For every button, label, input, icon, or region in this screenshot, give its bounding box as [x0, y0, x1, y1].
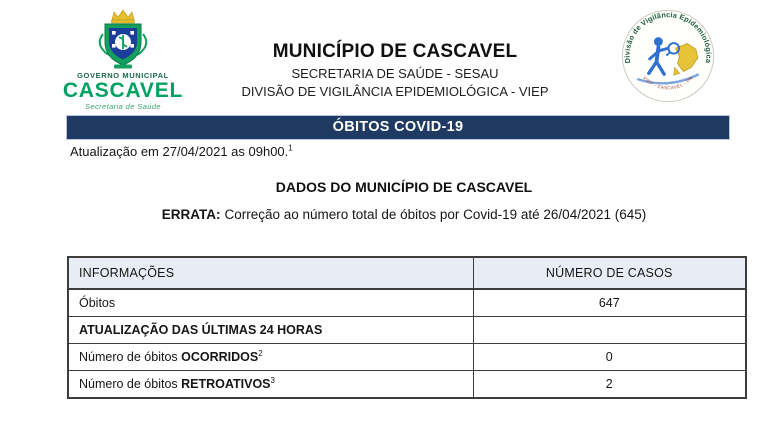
letterhead-line2: DIVISÃO DE VIGILÂNCIA EPIDEMIOLÓGICA - VIEP: [241, 84, 549, 99]
row-label: Óbitos: [68, 289, 473, 317]
table-header-row: [68, 257, 746, 289]
table-row-obitos: [68, 289, 746, 317]
update-timestamp: [70, 144, 293, 159]
shield-icon: [105, 24, 141, 65]
row-label: Número de óbitos RETROATIVOS$^3$: [68, 371, 473, 399]
viep-logo: [620, 8, 716, 104]
ribbon-icon: [114, 65, 132, 69]
letterhead-line1: SECRETARIA DE SAÚDE - SESAU: [291, 66, 499, 81]
logo-government-label: GOVERNO MUNICIPAL: [77, 71, 169, 80]
viep-arc-text: Divisão de Vigilância Epidemiológica: [622, 10, 714, 64]
row-value: 2: [473, 371, 746, 399]
obitos-covid-banner: ÓBITOS COVID-19: [66, 115, 730, 140]
row-label: ATUALIZAÇÃO DAS ÚLTIMAS 24 HORAS: [68, 317, 473, 344]
errata-line: [36, 207, 768, 222]
crown-icon: [112, 10, 135, 23]
update-text: Atualização em 27/04/2021 as 09h00.: [70, 144, 289, 159]
table-row-atualizacao-24h: [68, 317, 746, 344]
column-header-informacoes: INFORMAÇÕES: [68, 257, 473, 289]
cases-table: [67, 256, 747, 399]
table-row-ocorridos: [68, 344, 746, 371]
letterhead-title: MUNICÍPIO DE CASCAVEL: [272, 41, 518, 62]
row-value: [473, 317, 746, 344]
row-label: Número de óbitos OCORRIDOS$^2$: [68, 344, 473, 371]
table-row-retroativos: [68, 371, 746, 399]
section-title: DADOS DO MUNICÍPIO DE CASCAVEL: [275, 179, 533, 195]
row-value: 647: [473, 289, 746, 317]
letterhead: [160, 41, 630, 99]
column-header-numero-de-casos: NÚMERO DE CASOS: [473, 257, 746, 289]
logo-city-label: CASCAVEL: [62, 79, 184, 102]
viep-seal-icon: [620, 8, 716, 104]
coat-of-arms-icon: [87, 8, 159, 70]
row-value: 0: [473, 344, 746, 371]
footnote-mark: 1: [288, 143, 293, 153]
logo-department-label: Secretaria de Saúde: [85, 102, 161, 112]
errata-label: ERRATA:: [161, 207, 221, 222]
errata-text: Correção ao número total de óbitos por Covid-19 até 26/04/2021 (645): [224, 207, 647, 222]
viep-bottom-text: VIEP - CASCAVEL - PR: [642, 75, 694, 91]
